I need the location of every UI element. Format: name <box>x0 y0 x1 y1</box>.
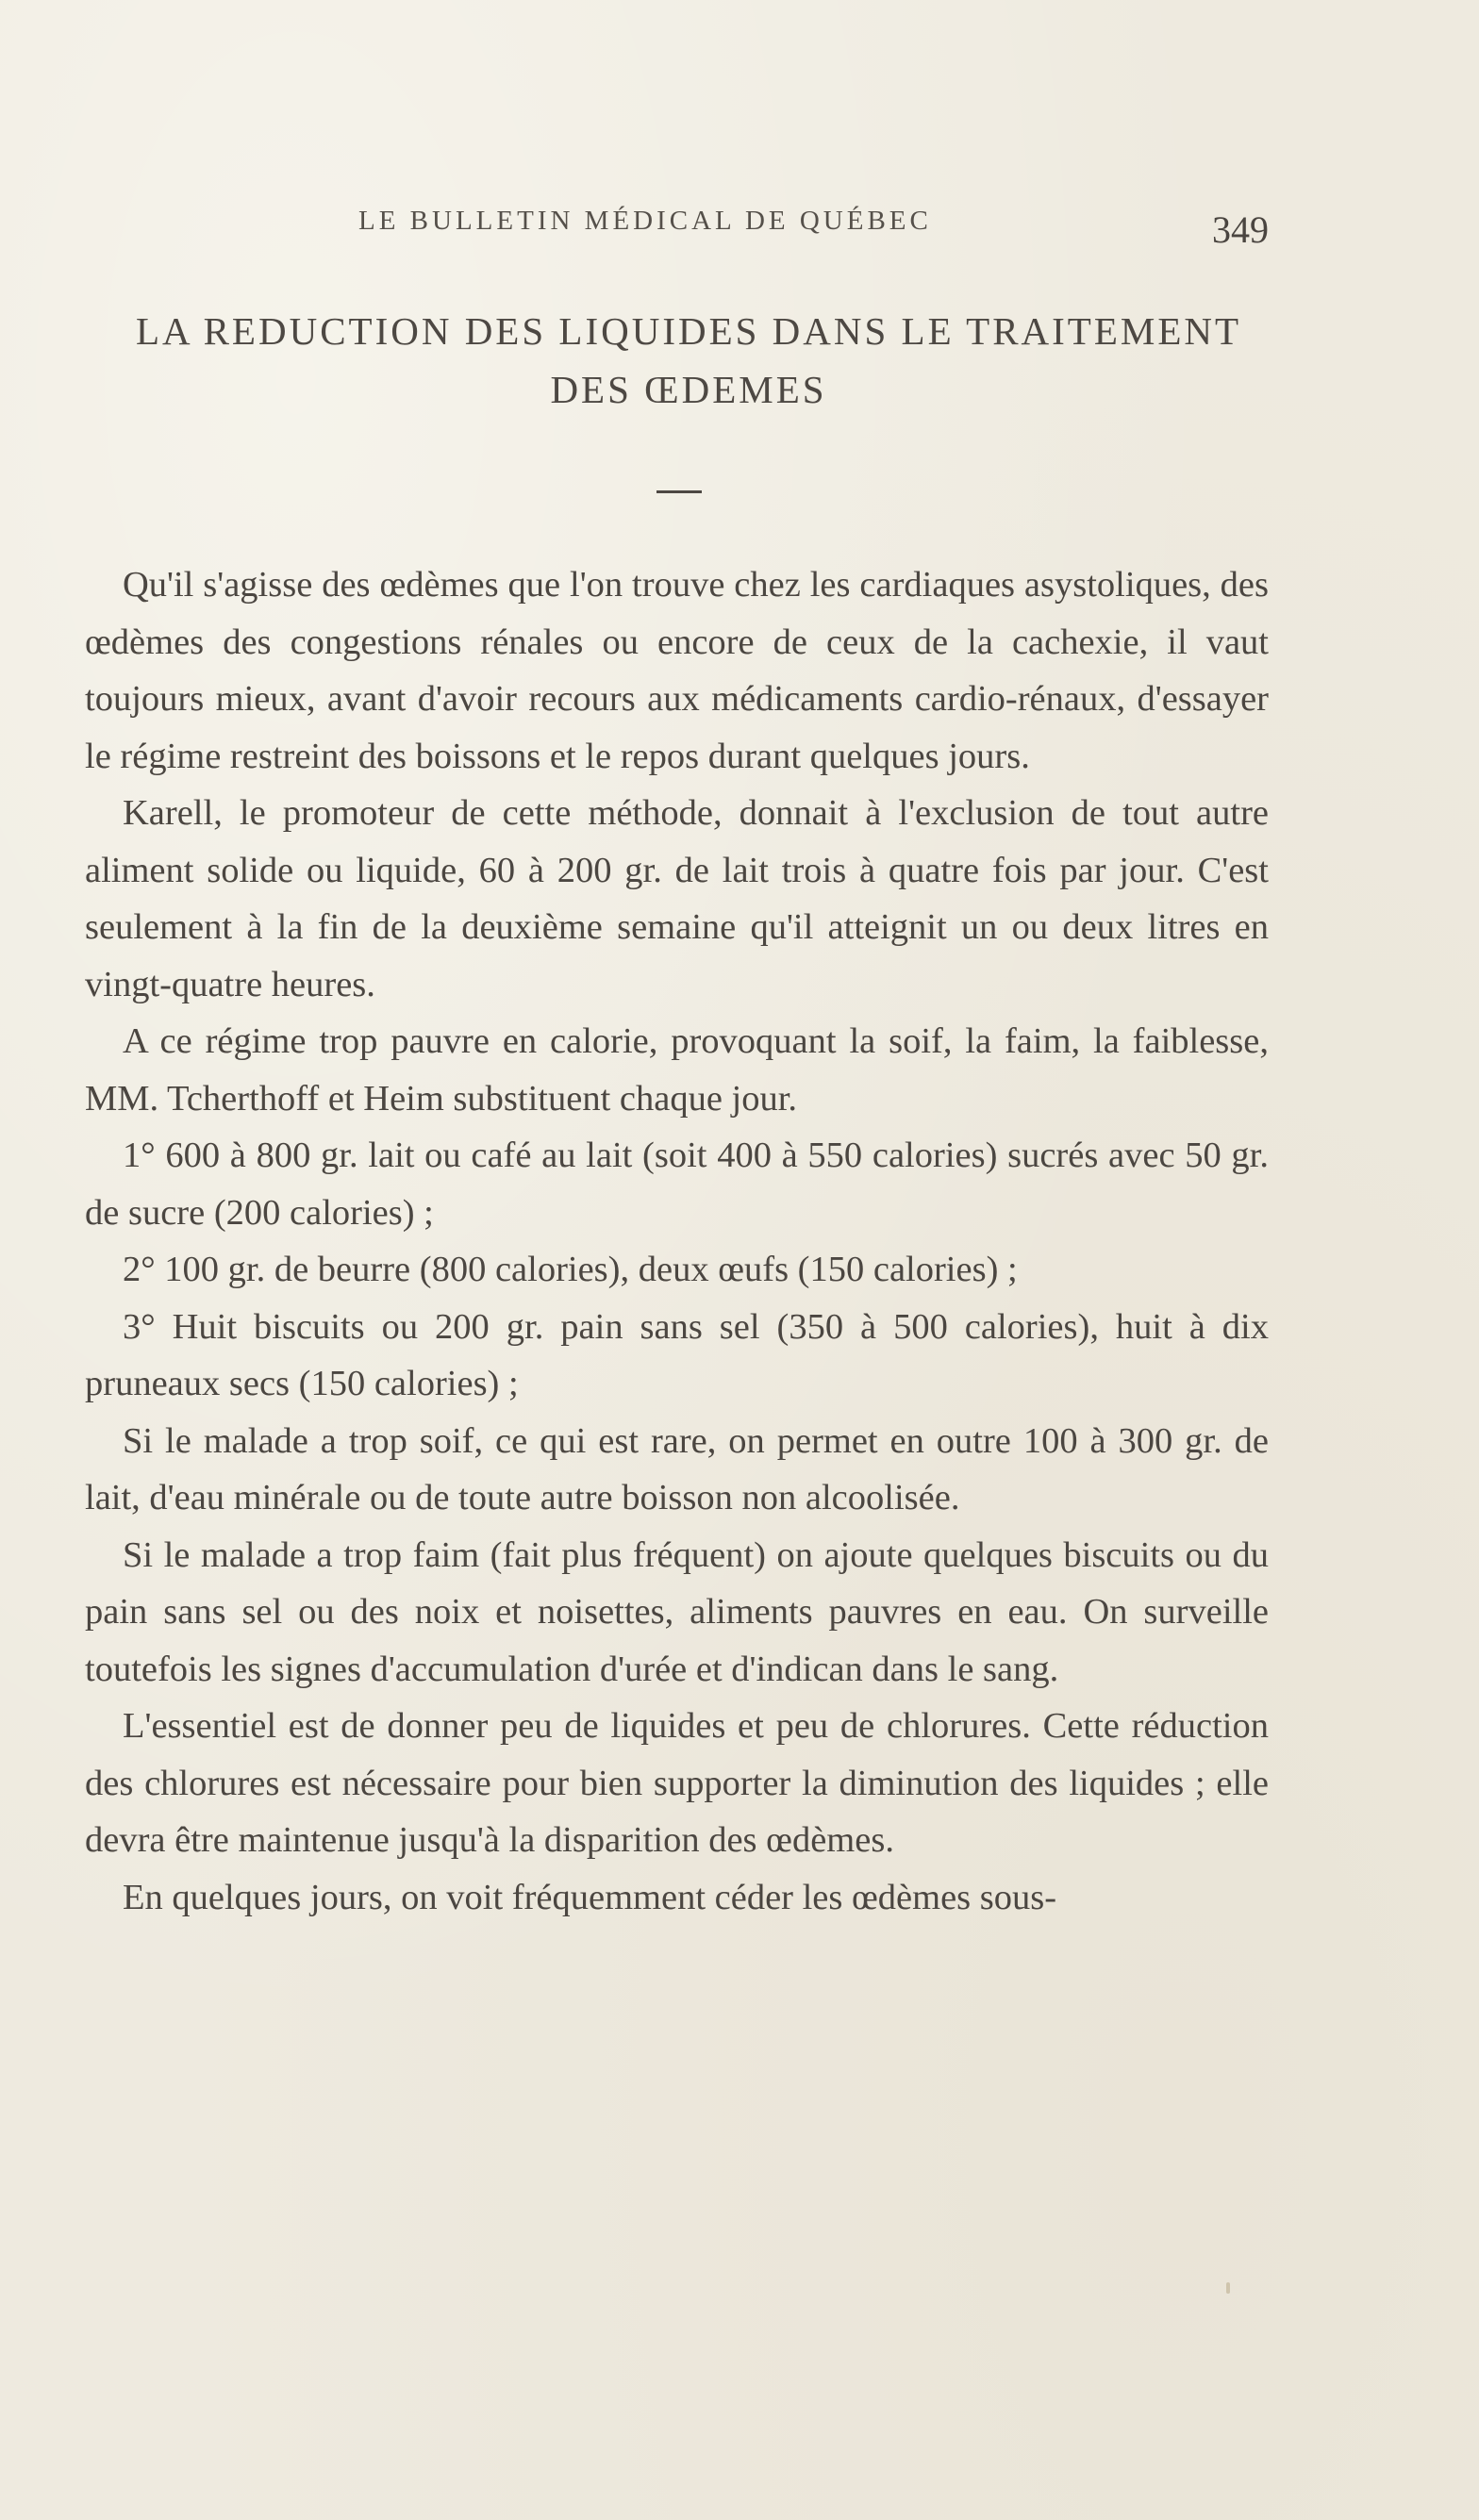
paragraph: A ce régime trop pauvre en calorie, provoquant la soif, la faim, la faiblesse, MM. Tcherthoff et Heim substituent chaque jour. <box>85 1021 1269 1119</box>
paragraph: Karell, le promoteur de cette méthode, donnait à l'exclusion de tout autre aliment solide ou liquide, 60 à 200 gr. de lait trois à quatre fois par jour. C'est seulement à la fin de la deuxième semaine qu'il atteignit un ou deux litres en vingt-quatre heures. <box>85 793 1269 1004</box>
article-body <box>85 556 1269 1926</box>
article-title: LA REDUCTION DES LIQUIDES DANS LE TRAITEMENT DES ŒDEMES <box>135 309 1242 411</box>
paragraph: Qu'il s'agisse des œdèmes que l'on trouve chez les cardiaques asystoliques, des œdèmes des congestions rénales ou encore de ceux de la cachexie, il vaut toujours mieux, avant d'avoir recours aux médicaments cardio-rénaux, d'essayer le régime restreint des boissons et le repos durant quelques jours. <box>85 565 1269 776</box>
paragraph: En quelques jours, on voit fréquemment céder les œdèmes sous- <box>123 1877 1057 1917</box>
paragraph: 2° 100 gr. de beurre (800 calories), deux œufs (150 calories) ; <box>123 1250 1018 1289</box>
paragraph: Si le malade a trop faim (fait plus fréquent) on ajoute quelques biscuits ou du pain sans sel ou des noix et noisettes, aliments pauvres en eau. On surveille toutefois les signes d'accumulation d'urée et d'indican dans le sang. <box>85 1534 1269 1689</box>
paragraph: Si le malade a trop soif, ce qui est rare, on permet en outre 100 à 300 gr. de lait, d'eau minérale ou de toute autre boisson non alcoolisée. <box>85 1420 1269 1517</box>
paragraph: L'essentiel est de donner peu de liquides et peu de chlorures. Cette réduction des chlorures est nécessaire pour bien supporter la diminution des liquides ; elle devra être maintenue jusqu'à la disparition des œdèmes. <box>85 1706 1269 1860</box>
title-separator <box>656 490 702 493</box>
paragraph: 3° Huit biscuits ou 200 gr. pain sans sel (350 à 500 calories), huit à dix pruneaux secs (150 calories) ; <box>85 1306 1269 1403</box>
paper-speck <box>1226 2282 1230 2294</box>
paragraph: 1° 600 à 800 gr. lait ou café au lait (soit 400 à 550 calories) sucrés avec 50 gr. de sucre (200 calories) ; <box>85 1136 1269 1233</box>
running-title: LE BULLETIN MÉDICAL DE QUÉBEC <box>358 206 932 236</box>
page-number: 349 <box>1212 208 1269 251</box>
